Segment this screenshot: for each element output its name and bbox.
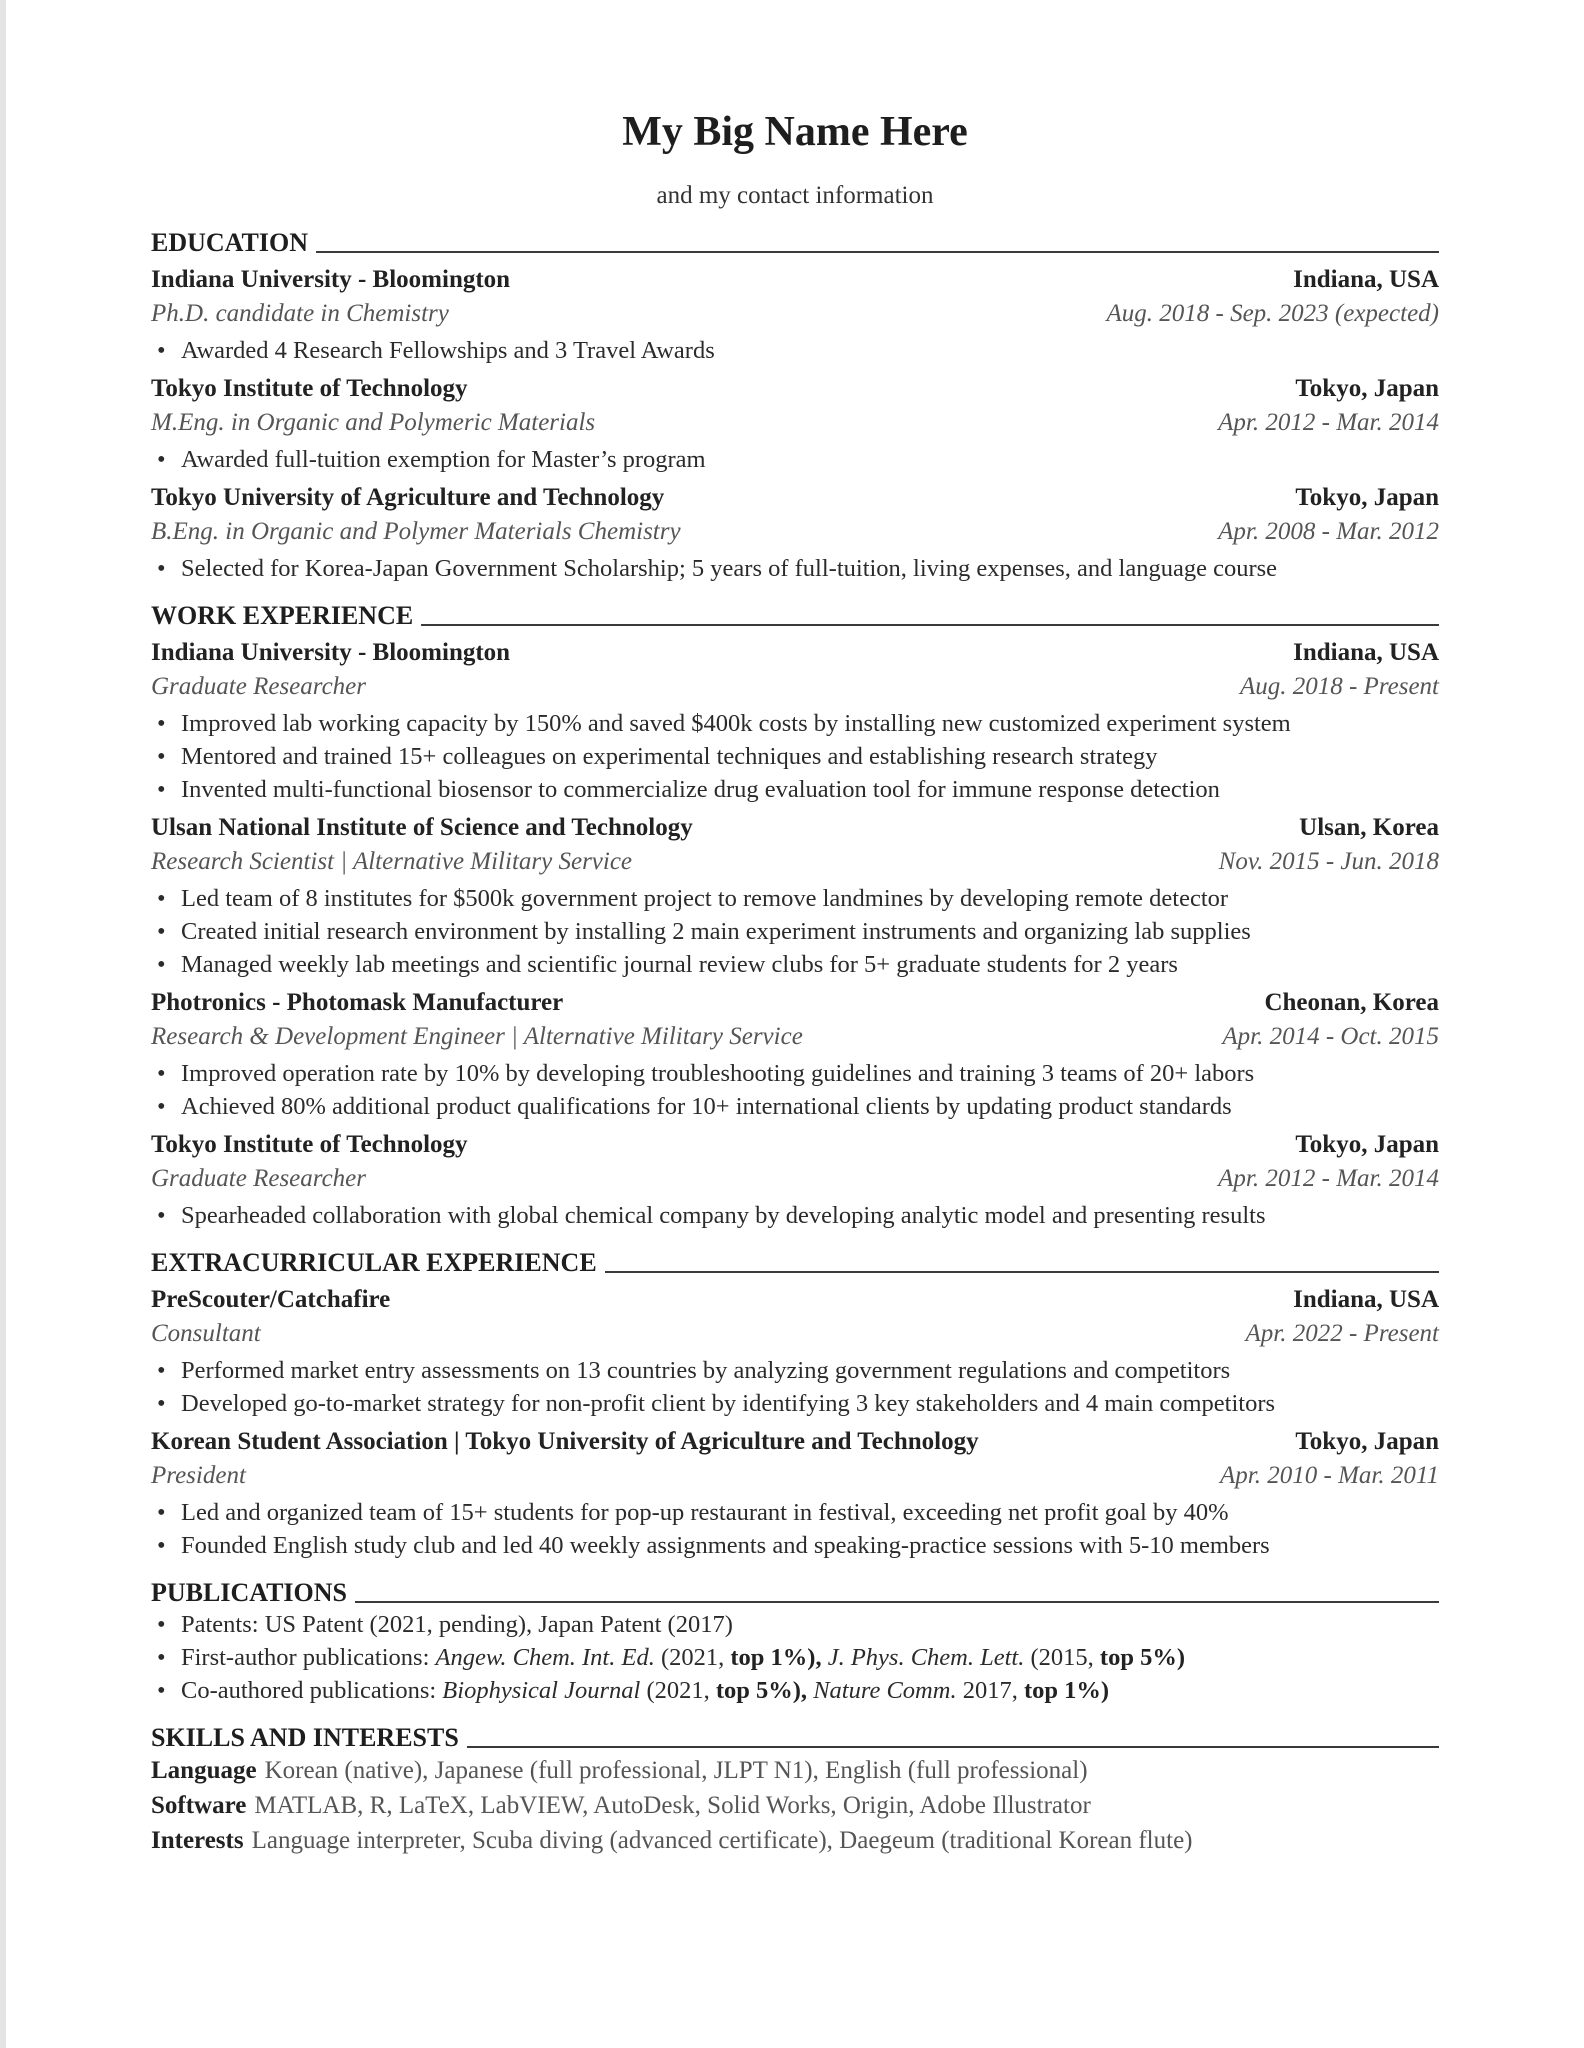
bullet-item: • Led team of 8 institutes for $500k government project to remove landmines by developing remote detector bbox=[151, 882, 1439, 915]
work-experience-section bbox=[151, 599, 1439, 1232]
entry-organization: Tokyo Institute of Technology bbox=[151, 375, 468, 402]
entry-date: Apr. 2010 - Mar. 2011 bbox=[1220, 1462, 1439, 1489]
work-entry bbox=[151, 1131, 1439, 1232]
journal-name: J. Phys. Chem. Lett. bbox=[827, 1644, 1025, 1671]
extracurricular-section bbox=[151, 1246, 1439, 1562]
co-author-item bbox=[151, 1674, 1439, 1707]
entry-organization: PreScouter/Catchafire bbox=[151, 1286, 391, 1313]
entry-organization: Tokyo Institute of Technology bbox=[151, 1131, 468, 1158]
journal-name: Biophysical Journal bbox=[442, 1677, 641, 1704]
bullet-item: • Spearheaded collaboration with global chemical company by developing analytic model and presenting results bbox=[151, 1199, 1439, 1232]
section-rule bbox=[421, 624, 1439, 626]
entry-role: Consultant bbox=[151, 1320, 261, 1347]
skill-label: Language bbox=[151, 1757, 257, 1784]
work-entry bbox=[151, 639, 1439, 806]
journal-year: (2015, bbox=[1030, 1644, 1094, 1671]
bullet-item: • Performed market entry assessments on 13 countries by analyzing government regulations and competitors bbox=[151, 1354, 1439, 1387]
entry-role: M.Eng. in Organic and Polymeric Materials bbox=[151, 409, 596, 436]
education-section bbox=[151, 226, 1439, 585]
entry-organization: Ulsan National Institute of Science and Technology bbox=[151, 814, 693, 841]
entry-date: Apr. 2014 - Oct. 2015 bbox=[1222, 1023, 1439, 1050]
entry-location: Indiana, USA bbox=[1293, 639, 1439, 666]
work-entry bbox=[151, 814, 1439, 981]
section-title-publications: PUBLICATIONS bbox=[151, 1578, 348, 1607]
section-title-education: EDUCATION bbox=[151, 228, 308, 257]
section-rule bbox=[355, 1601, 1439, 1603]
skill-label: Interests bbox=[151, 1827, 244, 1854]
contact-information: and my contact information bbox=[656, 182, 934, 209]
entry-date: Aug. 2018 - Sep. 2023 (expected) bbox=[1106, 300, 1439, 327]
entry-organization: Indiana University - Bloomington bbox=[151, 266, 511, 293]
section-rule bbox=[316, 251, 1439, 253]
extracurricular-entry bbox=[151, 1428, 1439, 1562]
entry-organization: Tokyo University of Agriculture and Technology bbox=[151, 484, 665, 511]
journal-year: (2021, bbox=[646, 1677, 710, 1704]
resume-name: My Big Name Here bbox=[622, 109, 968, 155]
entry-date: Apr. 2012 - Mar. 2014 bbox=[1218, 1165, 1439, 1192]
publications-list bbox=[151, 1608, 1439, 1707]
work-entry bbox=[151, 989, 1439, 1123]
section-title-skills: SKILLS AND INTERESTS bbox=[151, 1723, 459, 1752]
bullet-item: • Achieved 80% additional product qualifications for 10+ international clients by updating product standards bbox=[151, 1090, 1439, 1123]
bullet-item: • Awarded 4 Research Fellowships and 3 Travel Awards bbox=[151, 334, 1439, 367]
skills-row-language bbox=[151, 1753, 1439, 1788]
entry-role: Graduate Researcher bbox=[151, 673, 366, 700]
section-header bbox=[151, 1246, 1439, 1278]
entry-date: Nov. 2015 - Jun. 2018 bbox=[1218, 848, 1439, 875]
section-rule bbox=[605, 1271, 1439, 1273]
entry-date: Apr. 2008 - Mar. 2012 bbox=[1218, 518, 1439, 545]
bullet-item: • Selected for Korea-Japan Government Scholarship; 5 years of full-tuition, living expenses, and language course bbox=[151, 552, 1439, 585]
journal-rank: top 1%), bbox=[730, 1644, 822, 1671]
section-header bbox=[151, 226, 1439, 258]
extracurricular-entry bbox=[151, 1286, 1439, 1420]
entry-role: B.Eng. in Organic and Polymer Materials Chemistry bbox=[151, 518, 681, 545]
section-title-extracurricular: EXTRACURRICULAR EXPERIENCE bbox=[151, 1248, 597, 1277]
bullet-item: • Improved operation rate by 10% by developing troubleshooting guidelines and training 3 teams of 20+ labors bbox=[151, 1057, 1439, 1090]
journal-rank: top 5%) bbox=[1099, 1644, 1185, 1671]
entry-organization: Korean Student Association | Tokyo University of Agriculture and Technology bbox=[151, 1428, 979, 1455]
section-rule bbox=[467, 1746, 1439, 1748]
section-header bbox=[151, 1721, 1439, 1753]
bullet-item: • Mentored and trained 15+ colleagues on experimental techniques and establishing research strategy bbox=[151, 740, 1439, 773]
bullet-item: • Founded English study club and led 40 weekly assignments and speaking-practice sessions with 5-10 members bbox=[151, 1529, 1439, 1562]
skill-value: Korean (native), Japanese (full professional, JLPT N1), English (full professional) bbox=[264, 1757, 1088, 1784]
skills-row-software bbox=[151, 1788, 1439, 1823]
journal-name: Angew. Chem. Int. Ed. bbox=[435, 1644, 655, 1671]
entry-role: Research Scientist | Alternative Military Service bbox=[151, 848, 633, 875]
bullet-item: • Developed go-to-market strategy for non-profit client by identifying 3 key stakeholders and 4 main competitors bbox=[151, 1387, 1439, 1420]
education-entry bbox=[151, 484, 1439, 585]
skill-value: Language interpreter, Scuba diving (advanced certificate), Daegeum (traditional Korean flute) bbox=[251, 1827, 1193, 1854]
entry-location: Tokyo, Japan bbox=[1295, 484, 1439, 511]
bullet-item: • Led and organized team of 15+ students for pop-up restaurant in festival, exceeding net profit goal by 40% bbox=[151, 1496, 1439, 1529]
skill-value: MATLAB, R, LaTeX, LabVIEW, AutoDesk, Solid Works, Origin, Adobe Illustrator bbox=[254, 1792, 1091, 1819]
journal-rank: top 5%), bbox=[715, 1677, 808, 1704]
entry-role: President bbox=[151, 1462, 246, 1489]
entry-date: Aug. 2018 - Present bbox=[1239, 673, 1439, 700]
skills-section bbox=[151, 1721, 1439, 1858]
entry-organization: Indiana University - Bloomington bbox=[151, 639, 511, 666]
patents-text: Patents: US Patent (2021, pending), Japan Patent (2017) bbox=[181, 1611, 733, 1638]
resume-content bbox=[151, 106, 1439, 1858]
section-header bbox=[151, 599, 1439, 631]
section-header bbox=[151, 1576, 1439, 1608]
entry-location: Indiana, USA bbox=[1293, 1286, 1439, 1313]
bullet-item: • Managed weekly lab meetings and scientific journal review clubs for 5+ graduate students for 2 years bbox=[151, 948, 1439, 981]
bullet-item: • Invented multi-functional biosensor to commercialize drug evaluation tool for immune response detection bbox=[151, 773, 1439, 806]
entry-location: Tokyo, Japan bbox=[1295, 1131, 1439, 1158]
education-entry bbox=[151, 375, 1439, 476]
patents-item bbox=[151, 1608, 1439, 1641]
education-entry bbox=[151, 266, 1439, 367]
journal-name: Nature Comm. bbox=[813, 1677, 957, 1704]
entry-organization: Photronics - Photomask Manufacturer bbox=[151, 989, 564, 1016]
bullet-item: • Created initial research environment by installing 2 main experiment instruments and organizing lab supplies bbox=[151, 915, 1439, 948]
entry-role: Graduate Researcher bbox=[151, 1165, 366, 1192]
co-author-label: Co-authored publications: bbox=[181, 1677, 437, 1704]
section-title-work: WORK EXPERIENCE bbox=[151, 601, 414, 630]
entry-location: Cheonan, Korea bbox=[1264, 989, 1439, 1016]
entry-location: Ulsan, Korea bbox=[1299, 814, 1439, 841]
skills-row-interests bbox=[151, 1823, 1439, 1858]
entry-location: Tokyo, Japan bbox=[1295, 1428, 1439, 1455]
first-author-label: First-author publications: bbox=[181, 1644, 430, 1671]
entry-date: Apr. 2012 - Mar. 2014 bbox=[1218, 409, 1439, 436]
journal-year: (2021, bbox=[660, 1644, 725, 1671]
page-edge bbox=[0, 0, 6, 2048]
journal-rank: top 1%) bbox=[1023, 1677, 1110, 1704]
publications-section bbox=[151, 1576, 1439, 1707]
journal-year: 2017, bbox=[962, 1677, 1018, 1704]
entry-role: Research & Development Engineer | Alternative Military Service bbox=[151, 1023, 803, 1050]
entry-role: Ph.D. candidate in Chemistry bbox=[151, 300, 449, 327]
first-author-item bbox=[151, 1641, 1439, 1674]
entry-location: Tokyo, Japan bbox=[1295, 375, 1439, 402]
bullet-item: • Improved lab working capacity by 150% and saved $400k costs by installing new customized experiment system bbox=[151, 707, 1439, 740]
skill-label: Software bbox=[151, 1792, 247, 1819]
entry-date: Apr. 2022 - Present bbox=[1245, 1320, 1439, 1347]
entry-location: Indiana, USA bbox=[1293, 266, 1439, 293]
bullet-item: • Awarded full-tuition exemption for Master’s program bbox=[151, 443, 1439, 476]
